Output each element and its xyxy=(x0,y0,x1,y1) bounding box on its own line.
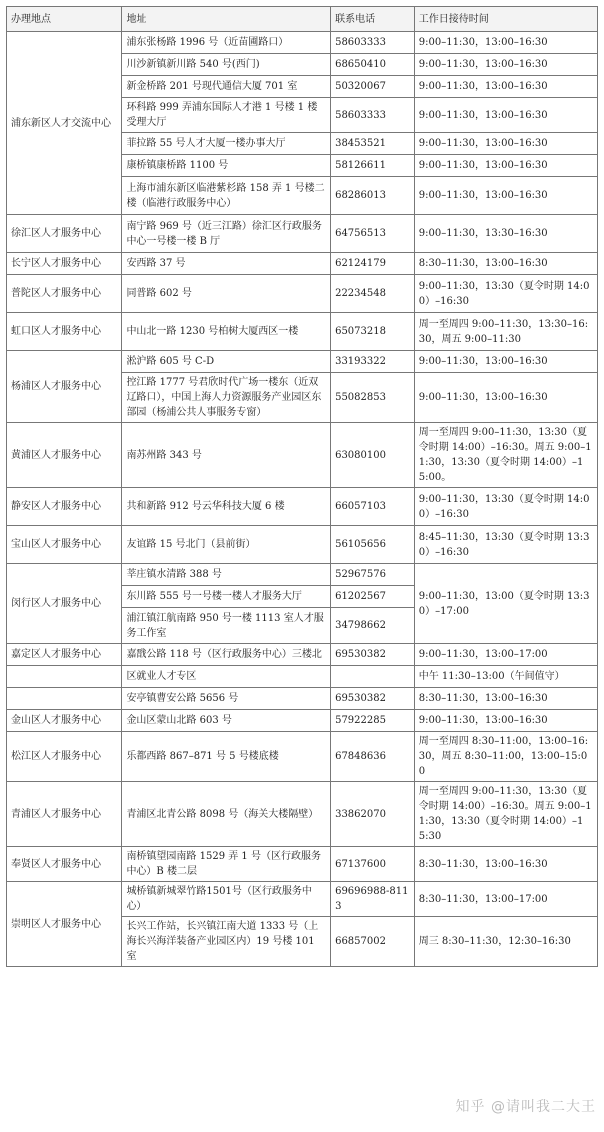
address-cell: 浦东张杨路 1996 号（近苗圃路口） xyxy=(122,32,331,54)
header-location: 办理地点 xyxy=(7,7,122,32)
hours-cell: 9:00–11:30，13:00–16:30 xyxy=(414,710,597,732)
hours-cell: 周一至周四 9:00–11:30，13:30–16:30，周五 9:00–11:30 xyxy=(414,313,597,351)
table-row xyxy=(7,732,598,782)
location-cell xyxy=(7,688,122,710)
hours-cell: 9:00–11:30，13:00（夏令时期 13:30）–17:00 xyxy=(414,564,597,644)
address-cell: 上海市浦东新区临港紫杉路 158 弄 1 号楼二楼（临港行政服务中心） xyxy=(122,177,331,215)
table-row xyxy=(7,847,598,882)
address-cell: 安亭镇曹安公路 5656 号 xyxy=(122,688,331,710)
address-cell: 菲拉路 55 号人才大厦一楼办事大厅 xyxy=(122,133,331,155)
address-cell: 友谊路 15 号北门（县前街） xyxy=(122,526,331,564)
table-row xyxy=(7,351,598,373)
address-cell: 区就业人才专区 xyxy=(122,666,331,688)
address-cell: 城桥镇新城翠竹路1501号（区行政服务中心） xyxy=(122,882,331,917)
hours-cell: 周一至周四 9:00–11:30，13:30（夏令时期 14:00）–16:30。周五 9:00–11:30，13:30（夏令时期 14:00）–15:00。 xyxy=(414,423,597,488)
location-cell: 嘉定区人才服务中心 xyxy=(7,644,122,666)
address-cell: 同普路 602 号 xyxy=(122,275,331,313)
hours-cell: 9:00–11:30，13:00–16:30 xyxy=(414,373,597,423)
address-cell: 南苏州路 343 号 xyxy=(122,423,331,488)
address-cell: 青浦区北青公路 8098 号（海关大楼隔壁） xyxy=(122,782,331,847)
table-row xyxy=(7,313,598,351)
location-cell: 虹口区人才服务中心 xyxy=(7,313,122,351)
address-cell: 莘庄镇水清路 388 号 xyxy=(122,564,331,586)
header-phone: 联系电话 xyxy=(331,7,415,32)
address-cell: 长兴工作站，长兴镇江南大道 1333 号（上海长兴海洋装备产业园区内）19 号楼 101 室 xyxy=(122,917,331,967)
phone-cell: 67137600 xyxy=(331,847,415,882)
table-row xyxy=(7,882,598,917)
header-hours: 工作日接待时间 xyxy=(414,7,597,32)
hours-cell: 9:00–11:30，13:30–16:30 xyxy=(414,215,597,253)
address-cell: 东川路 555 号一号楼一楼人才服务大厅 xyxy=(122,586,331,608)
location-cell: 青浦区人才服务中心 xyxy=(7,782,122,847)
table-row xyxy=(7,275,598,313)
address-cell: 控江路 1777 号君欣时代广场一楼东（近双辽路口），中国上海人力资源服务产业园区东部园（杨浦公共人事服务专窗） xyxy=(122,373,331,423)
location-cell: 徐汇区人才服务中心 xyxy=(7,215,122,253)
location-cell: 宝山区人才服务中心 xyxy=(7,526,122,564)
table-row xyxy=(7,32,598,54)
hours-cell: 周一至周四 8:30–11:00，13:00–16:30，周五 8:30–11:00，13:00–15:00 xyxy=(414,732,597,782)
phone-cell: 33193322 xyxy=(331,351,415,373)
address-cell: 安西路 37 号 xyxy=(122,253,331,275)
phone-cell: 69696988-8113 xyxy=(331,882,415,917)
phone-cell: 67848636 xyxy=(331,732,415,782)
address-cell: 川沙新镇新川路 540 号(西门) xyxy=(122,54,331,76)
address-cell: 康桥镇康桥路 1100 号 xyxy=(122,155,331,177)
hours-cell: 周一至周四 9:00–11:30，13:30（夏令时期 14:00）–16:30。周五 9:00–11:30，13:30（夏令时期 14:00）–15:30 xyxy=(414,782,597,847)
header-address: 地址 xyxy=(122,7,331,32)
table-row xyxy=(7,688,598,710)
phone-cell: 68286013 xyxy=(331,177,415,215)
location-cell: 普陀区人才服务中心 xyxy=(7,275,122,313)
hours-cell: 9:00–11:30，13:00–16:30 xyxy=(414,133,597,155)
location-cell: 静安区人才服务中心 xyxy=(7,488,122,526)
table-body xyxy=(7,32,598,967)
address-cell: 乐都西路 867–871 号 5 号楼底楼 xyxy=(122,732,331,782)
address-cell: 环科路 999 弄浦东国际人才港 1 号楼 1 楼受理大厅 xyxy=(122,98,331,133)
phone-cell: 66057103 xyxy=(331,488,415,526)
table-header-row xyxy=(7,7,598,32)
phone-cell: 55082853 xyxy=(331,373,415,423)
hours-cell: 9:00–11:30，13:00–16:30 xyxy=(414,98,597,133)
phone-cell: 66857002 xyxy=(331,917,415,967)
phone-cell: 62124179 xyxy=(331,253,415,275)
hours-cell: 9:00–11:30，13:30（夏令时期 14:00）–16:30 xyxy=(414,275,597,313)
phone-cell: 50320067 xyxy=(331,76,415,98)
hours-cell: 8:30–11:30，13:00–17:00 xyxy=(414,882,597,917)
address-cell: 共和新路 912 号云华科技大厦 6 楼 xyxy=(122,488,331,526)
phone-cell: 56105656 xyxy=(331,526,415,564)
location-cell: 金山区人才服务中心 xyxy=(7,710,122,732)
address-cell: 浦江镇江航南路 950 号一楼 1113 室人才服务工作室 xyxy=(122,608,331,644)
hours-cell: 9:00–11:30，13:00–16:30 xyxy=(414,155,597,177)
table-row xyxy=(7,215,598,253)
location-cell: 杨浦区人才服务中心 xyxy=(7,351,122,423)
phone-cell: 69530382 xyxy=(331,688,415,710)
address-cell: 中山北一路 1230 号柏树大厦西区一楼 xyxy=(122,313,331,351)
phone-cell: 22234548 xyxy=(331,275,415,313)
phone-cell: 38453521 xyxy=(331,133,415,155)
phone-cell: 57922285 xyxy=(331,710,415,732)
table-row xyxy=(7,564,598,586)
phone-cell xyxy=(331,666,415,688)
address-cell: 嘉戬公路 118 号（区行政服务中心）三楼北 xyxy=(122,644,331,666)
phone-cell: 58603333 xyxy=(331,98,415,133)
hours-cell: 8:30–11:30，13:00–16:30 xyxy=(414,688,597,710)
hours-cell: 周三 8:30–11:30，12:30–16:30 xyxy=(414,917,597,967)
hours-cell: 9:00–11:30，13:00–16:30 xyxy=(414,177,597,215)
phone-cell: 69530382 xyxy=(331,644,415,666)
table-row xyxy=(7,488,598,526)
hours-cell: 8:45–11:30，13:30（夏令时期 13:30）–16:30 xyxy=(414,526,597,564)
location-cell: 闵行区人才服务中心 xyxy=(7,564,122,644)
location-cell: 奉贤区人才服务中心 xyxy=(7,847,122,882)
address-cell: 金山区蒙山北路 603 号 xyxy=(122,710,331,732)
location-cell xyxy=(7,666,122,688)
phone-cell: 52967576 xyxy=(331,564,415,586)
hours-cell: 9:00–11:30，13:30（夏令时期 14:00）–16:30 xyxy=(414,488,597,526)
phone-cell: 63080100 xyxy=(331,423,415,488)
table-row xyxy=(7,666,598,688)
hours-cell: 8:30–11:30，13:00–16:30 xyxy=(414,253,597,275)
phone-cell: 61202567 xyxy=(331,586,415,608)
location-cell: 浦东新区人才交流中心 xyxy=(7,32,122,215)
table-row xyxy=(7,253,598,275)
phone-cell: 34798662 xyxy=(331,608,415,644)
hours-cell: 中午 11:30–13:00（午间值守） xyxy=(414,666,597,688)
table-row xyxy=(7,710,598,732)
hours-cell: 9:00–11:30，13:00–16:30 xyxy=(414,54,597,76)
address-cell: 淞沪路 605 号 C-D xyxy=(122,351,331,373)
address-cell: 新金桥路 201 号现代通信大厦 701 室 xyxy=(122,76,331,98)
phone-cell: 64756513 xyxy=(331,215,415,253)
phone-cell: 58603333 xyxy=(331,32,415,54)
hours-cell: 9:00–11:30，13:00–17:00 xyxy=(414,644,597,666)
hours-cell: 9:00–11:30，13:00–16:30 xyxy=(414,32,597,54)
location-cell: 长宁区人才服务中心 xyxy=(7,253,122,275)
address-cell: 南桥镇望园南路 1529 弄 1 号（区行政服务中心）B 楼二层 xyxy=(122,847,331,882)
phone-cell: 68650410 xyxy=(331,54,415,76)
phone-cell: 65073218 xyxy=(331,313,415,351)
table-row xyxy=(7,782,598,847)
table-row xyxy=(7,526,598,564)
address-cell: 南宁路 969 号（近三江路）徐汇区行政服务中心一号楼一楼 B 厅 xyxy=(122,215,331,253)
hours-cell: 9:00–11:30，13:00–16:30 xyxy=(414,351,597,373)
phone-cell: 33862070 xyxy=(331,782,415,847)
location-cell: 黄浦区人才服务中心 xyxy=(7,423,122,488)
hours-cell: 9:00–11:30，13:00–16:30 xyxy=(414,76,597,98)
phone-cell: 58126611 xyxy=(331,155,415,177)
location-cell: 松江区人才服务中心 xyxy=(7,732,122,782)
location-cell: 崇明区人才服务中心 xyxy=(7,882,122,967)
hours-cell: 8:30–11:30，13:00–16:30 xyxy=(414,847,597,882)
service-center-table xyxy=(6,6,598,967)
table-row xyxy=(7,423,598,488)
table-row xyxy=(7,644,598,666)
watermark: 知乎 @请叫我二大王 xyxy=(455,1099,596,1115)
